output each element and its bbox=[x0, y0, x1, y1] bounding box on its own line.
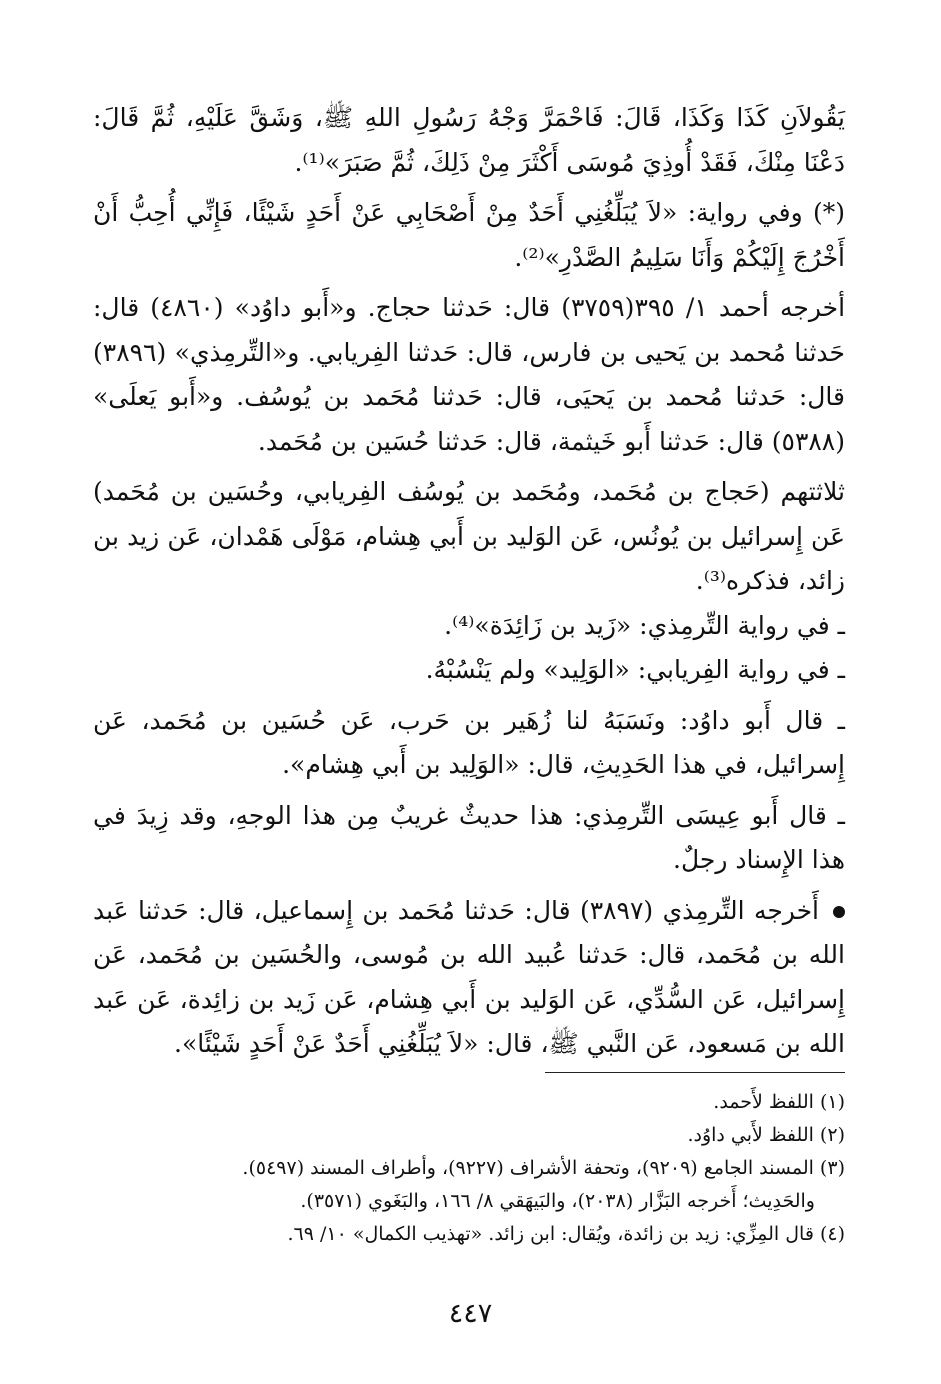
bullet-icon bbox=[833, 906, 845, 918]
main-text bbox=[93, 96, 845, 1067]
footnote-3-continued: والحَدِيث؛ أَخرجه البَزَّار (٢٠٣٨)، والبَيهَقي ٨/ ١٦٦، والبَغَوي (٣٥٧١). bbox=[300, 1190, 815, 1212]
note-firyabi: ـ في رواية الفِريابي: «الوَلِيد» ولم يَنْسُبْهُ. bbox=[425, 655, 845, 684]
footnote-2: (٢) اللفظ لأَبي داوُد. bbox=[687, 1124, 845, 1146]
note-tirmidhi: ـ في رواية التِّرمِذي: «زَيد بن زَائِدَة»⁽⁴⁾. bbox=[444, 610, 845, 640]
note-abu-dawud: ـ قال أَبو داوُد: ونَسَبَهُ لنا زُهَير بن حَرب، عَن حُسَين بن مُحَمد، عَن إِسرائيل، في هذا الحَدِيثِ، قال: «الوَلِيد بن أَبي هِشام». bbox=[93, 705, 845, 779]
note-abu-isa: ـ قال أَبو عِيسَى التِّرمِذي: هذا حديثٌ غريبٌ مِن هذا الوجهِ، وقد زِيدَ في هذا الإِسناد رجلٌ. bbox=[93, 800, 845, 874]
paragraph-chain: ثلاثتهم (حَجاج بن مُحَمد، ومُحَمد بن يُوسُف الفِريابي، وحُسَين بن مُحَمد) عَن إِسرائيل بن يُونُس، عَن الوَليد بن أَبي هِشام، مَوْلَى هَمْدان، عَن زيد بن زائد، فذكره⁽³⁾. bbox=[93, 477, 845, 595]
bullet-text: أَخرجه التِّرمِذي (٣٨٩٧) قال: حَدثنا مُحَمد بن إِسماعيل، قال: حَدثنا عَبد الله بن مُحَمد، قال: حَدثنا عُبيد الله بن مُوسى، والحُسَين بن مُحَمد، عَن إِسرائيل، عَن السُّدِّي، عَن الوَليد بن أَبي هِشام، عَن زَيد بن زائِدة، عَن عَبد الله بن مَسعود، عَن النَّبي ﷺ، قال: «لاَ يُبَلِّغُنِي أَحَدٌ عَنْ أَحَدٍ شَيْئًا». bbox=[93, 895, 845, 1058]
paragraph-hadith-end: يَقُولاَنِ كَذَا وَكَذَا، قَالَ: فَاحْمَرَّ وَجْهُ رَسُولِ اللهِ ﷺ، وَشَقَّ عَلَيْهِ، ثُمَّ قَالَ: دَعْنَا مِنْكَ، فَقَدْ أُوذِيَ مُوسَى أَكْثَرَ مِنْ ذَلِكَ، ثُمَّ صَبَرَ»⁽¹⁾. bbox=[93, 103, 845, 177]
footnote-separator bbox=[545, 1072, 845, 1073]
footnote-1: (١) اللفظ لأَحمد. bbox=[713, 1091, 845, 1113]
paragraph-takhrij: أخرجه أحمد ١/ ٣٩٥(٣٧٥٩) قال: حَدثنا حجاج. و«أَبو داوُد» (٤٨٦٠) قال: حَدثنا مُحمد بن يَحيى بن فارس، قال: حَدثنا الفِريابي. و«التِّرمِذي» (٣٨٩٦) قال: حَدثنا مُحمد بن يَحيَى، قال: حَدثنا مُحَمد بن يُوسُف. و«أَبو يَعلَى» (٥٣٨٨) قال: حَدثنا أَبو خَيثمة، قال: حَدثنا حُسَين بن مُحَمد. bbox=[93, 293, 846, 456]
footnote-4: (٤) قال المِزِّي: زيد بن زائدة، ويُقال: ابن زائد. «تهذيب الكمال» ١٠/ ٦٩. bbox=[287, 1223, 845, 1245]
paragraph-bullet-takhrij bbox=[93, 889, 845, 1067]
footnotes bbox=[93, 1086, 845, 1251]
footnote-3: (٣) المسند الجامع (٩٢٠٩)، وتحفة الأشراف (٩٢٢٧)، وأطراف المسند (٥٤٩٧). bbox=[242, 1157, 845, 1179]
paragraph-other-narration: (*) وفي رواية: «لاَ يُبَلِّغُنِي أَحَدٌ مِنْ أَصْحَابِي عَنْ أَحَدٍ شَيْئًا، فَإِنِّي أُحِبُّ أَنْ أَخْرُجَ إِلَيْكُمْ وَأَنَا سَلِيمُ الصَّدْرِ»⁽²⁾. bbox=[93, 198, 845, 272]
page-number: ٤٤٧ bbox=[448, 1298, 493, 1329]
